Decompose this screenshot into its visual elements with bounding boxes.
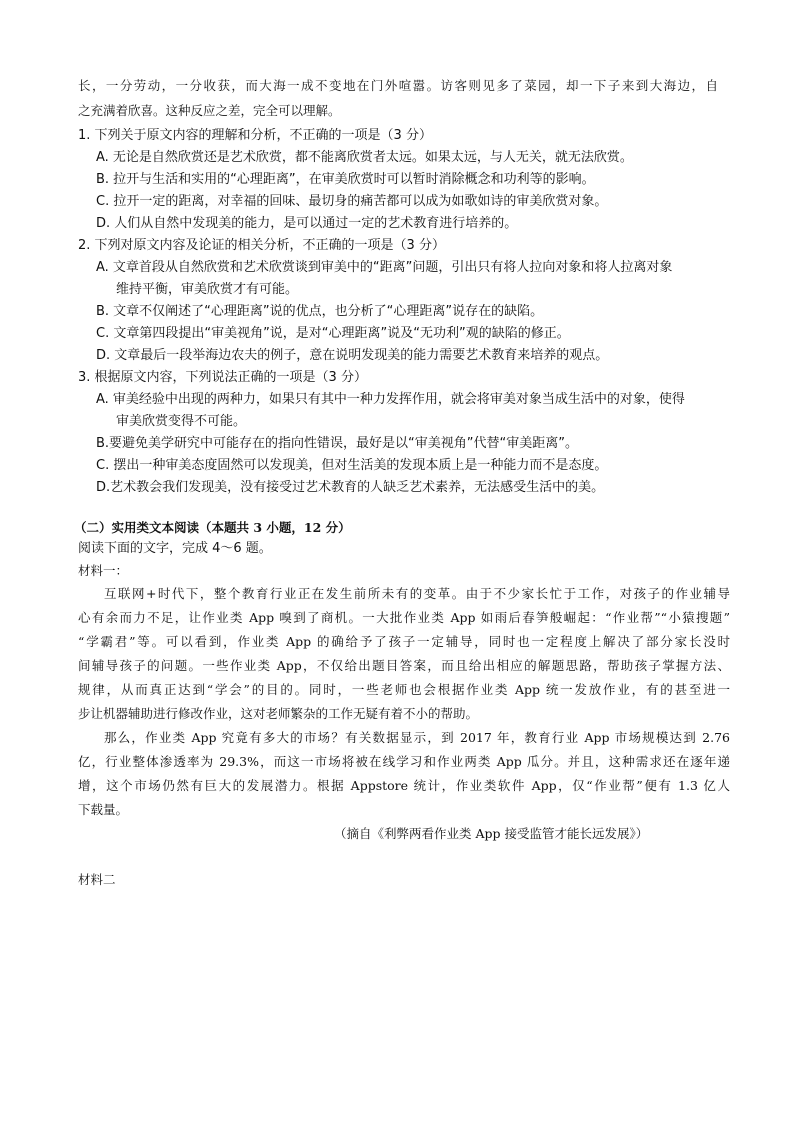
material-1-paragraph-1-line-4: 间辅导孩子的问题。一些作业类 App，不仅给出题目答案，而且给出相应的解题思路，帮助孩子掌握方法、 bbox=[78, 658, 730, 673]
question-2-option-c: C. 文章第四段提出“审美视角”说，是对“心理距离”说及“无功利”观的缺陷的修正。 bbox=[96, 326, 570, 341]
question-2-option-d: D. 文章最后一段举海边农夫的例子，意在说明发现美的能力需要艺术教育来培养的观点。 bbox=[96, 348, 609, 363]
material-1-paragraph-1-line-5: 规律，从而真正达到“学会”的目的。同时，一些老师也会根据作业类 App 统一发放作业，有的甚至进一 bbox=[78, 682, 730, 697]
material-1-paragraph-1-line-2: 心有余而力不足，让作业类 App 嗅到了商机。一大批作业类 App 如雨后春笋般崛起：“作业帮”“小猿搜题” bbox=[78, 610, 730, 625]
intro-line-2: 之充满着欣喜。这种反应之差，完全可以理解。 bbox=[78, 103, 341, 118]
question-1-option-a: A. 无论是自然欣赏还是艺术欣赏，都不能离欣赏者太远。如果太远，与人无关，就无法欣赏。 bbox=[96, 150, 633, 165]
question-1-stem: 1. 下列关于原文内容的理解和分析，不正确的一项是（3 分） bbox=[78, 128, 432, 143]
question-2-option-a-cont: 维持平衡，审美欣赏才有可能。 bbox=[116, 282, 299, 297]
question-3-option-a-cont: 审美欣赏变得不可能。 bbox=[116, 414, 247, 429]
material-1-paragraph-2-line-3: 增，这个市场仍然有巨大的发展潜力。根据 Appstore 统计，作业类软件 App，仅“作业帮”便有 1.3 亿人 bbox=[78, 778, 730, 793]
question-1-option-d: D. 人们从自然中发现美的能力，是可以通过一定的艺术教育进行培养的。 bbox=[96, 216, 518, 231]
question-3-stem: 3. 根据原文内容，下列说法正确的一项是（3 分） bbox=[78, 370, 367, 385]
question-1-option-c: C. 拉开一定的距离，对幸福的回味、最切身的痛苦都可以成为如歌如诗的审美欣赏对象。 bbox=[96, 194, 608, 209]
material-1-paragraph-2-line-4: 下载量。 bbox=[78, 802, 129, 817]
question-2-stem: 2. 下列对原文内容及论证的相关分析，不正确的一项是（3 分） bbox=[78, 238, 445, 253]
material-1-source: （摘自《利弊两看作业类 App 接受监管才能长远发展》） bbox=[334, 826, 649, 841]
material-1-paragraph-1-line-1: 互联网+时代下，整个教育行业正在发生前所未有的变革。由于不少家长忙于工作，对孩子的作业辅导 bbox=[104, 586, 730, 601]
question-3-option-b: B.要避免美学研究中可能存在的指向性错误，最好是以“审美视角”代替“审美距离”。 bbox=[96, 436, 578, 451]
question-3-option-c: C. 摆出一种审美态度固然可以发现美，但对生活美的发现本质上是一种能力而不是态度。 bbox=[96, 458, 608, 473]
intro-line-1: 长，一分劳动，一分收获，而大海一成不变地在门外喧嚣。访客则见多了菜园，却一下子来到大海边，自 bbox=[78, 78, 718, 93]
question-1-option-b: B. 拉开与生活和实用的“心理距离”，在审美欣赏时可以暂时消除概念和功利等的影响。 bbox=[96, 172, 595, 187]
material-1-paragraph-2-line-1: 那么，作业类 App 究竟有多大的市场？有关数据显示，到 2017 年，教育行业 App 市场规模达到 2.76 bbox=[104, 730, 730, 745]
section-instruction: 阅读下面的文字，完成 4～6 题。 bbox=[78, 541, 272, 556]
material-1-paragraph-1-line-6: 步让机器辅助进行修改作业，这对老师繁杂的工作无疑有着不小的帮助。 bbox=[78, 706, 479, 721]
material-2-label: 材料二 bbox=[78, 872, 116, 887]
question-2-option-a: A. 文章首段从自然欣赏和艺术欣赏谈到审美中的“距离”问题，引出只有将人拉向对象和将人拉离对象 bbox=[96, 260, 673, 275]
material-1-paragraph-2-line-2: 亿，行业整体渗透率为 29.3%，而这一市场将被在线学习和作业两类 App 瓜分。并且，这种需求还在逐年递 bbox=[78, 754, 730, 769]
section-heading: （二）实用类文本阅读（本题共 3 小题，12 分） bbox=[74, 520, 351, 535]
question-3-option-a: A. 审美经验中出现的两种力，如果只有其中一种力发挥作用，就会将审美对象当成生活中的对象，使得 bbox=[96, 392, 685, 407]
material-1-paragraph-1-line-3: “学霸君”等。可以看到，作业类 App 的确给予了孩子一定辅导，同时也一定程度上解决了部分家长没时 bbox=[78, 634, 730, 649]
material-1-label: 材料一： bbox=[78, 563, 129, 578]
question-2-option-b: B. 文章不仅阐述了“心理距离”说的优点，也分析了“心理距离”说存在的缺陷。 bbox=[96, 304, 544, 319]
question-3-option-d: D.艺术教会我们发现美，没有接受过艺术教育的人缺乏艺术素养，无法感受生活中的美。 bbox=[96, 480, 605, 495]
